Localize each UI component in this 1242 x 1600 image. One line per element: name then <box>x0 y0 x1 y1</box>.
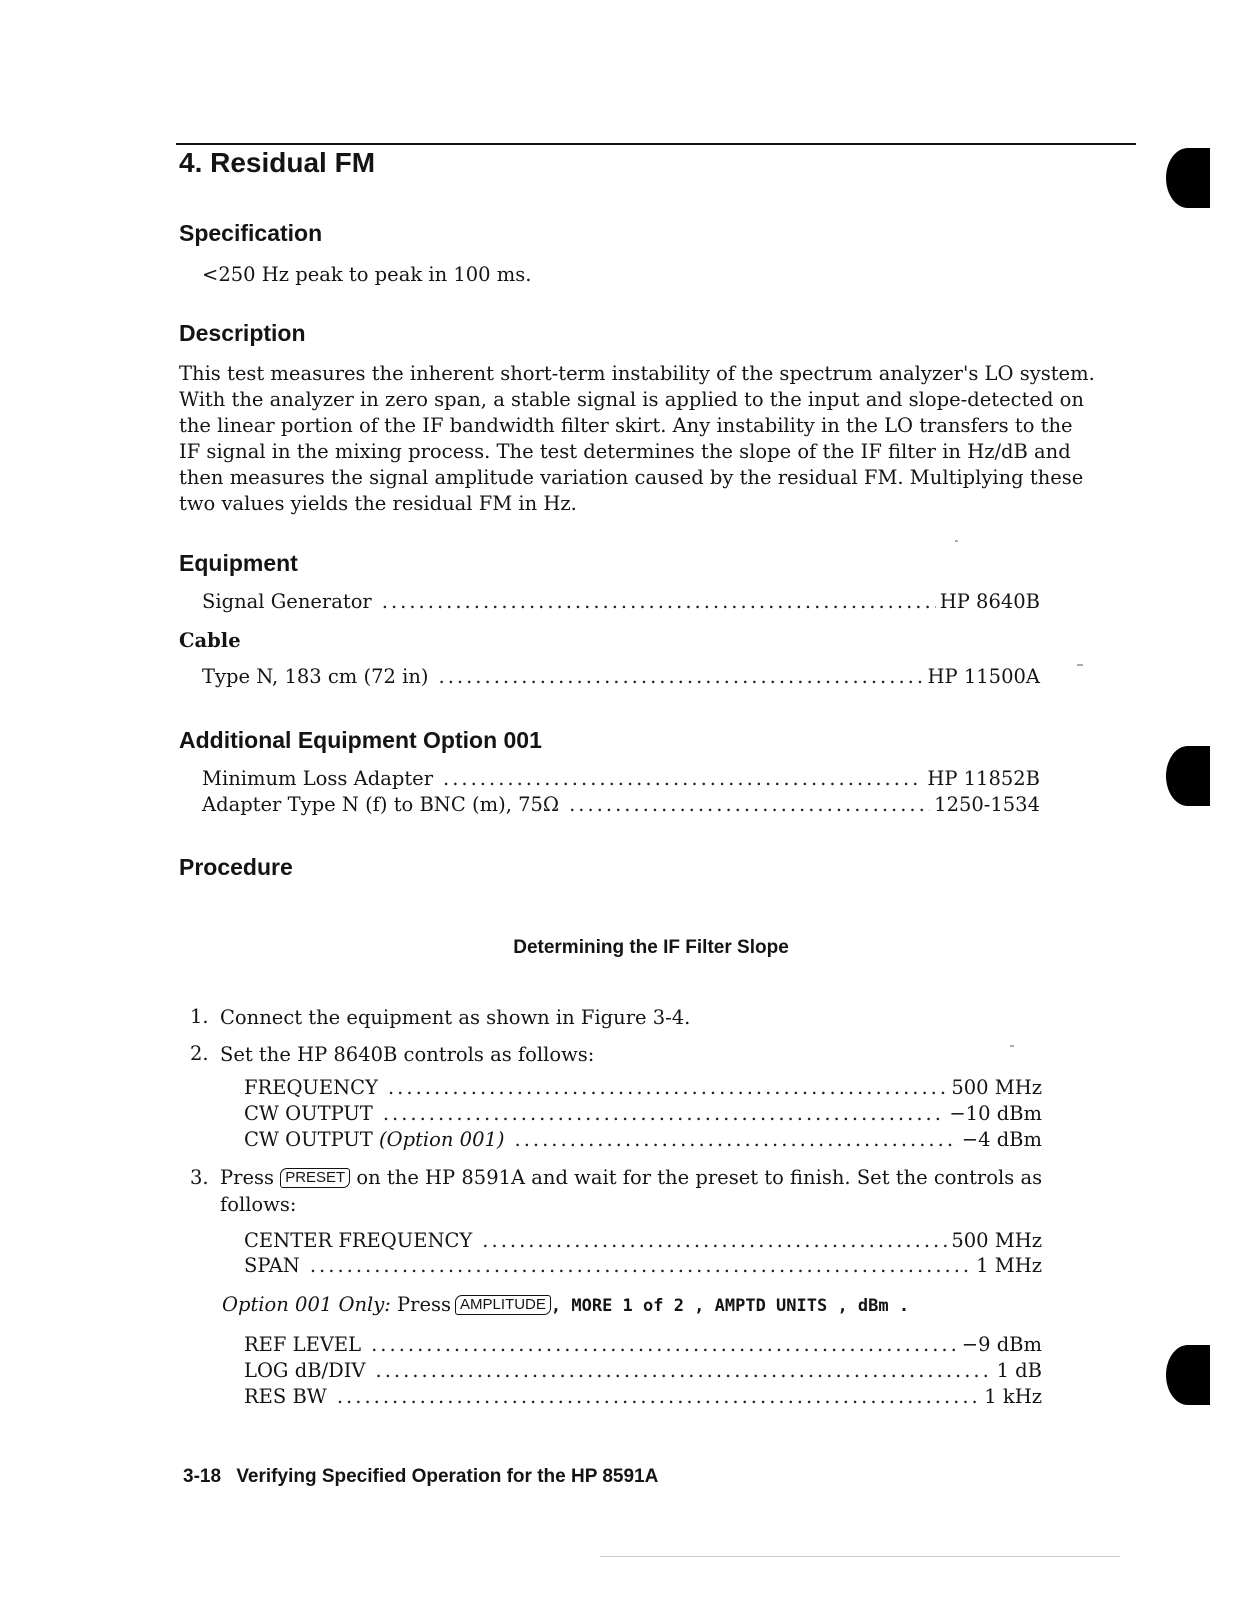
step-number: 2. <box>190 1042 209 1065</box>
press-word: Press <box>220 1166 274 1189</box>
softkey-sequence[interactable]: , MORE 1 of 2 , AMPTD UNITS , dBm . <box>550 1296 910 1316</box>
setting-label: RES BW <box>244 1385 327 1408</box>
setting-label: SPAN <box>244 1254 300 1277</box>
setting-label: CENTER FREQUENCY <box>244 1229 473 1252</box>
scan-speck <box>600 1556 1120 1557</box>
setting-label: CW OUTPUT <box>244 1102 373 1125</box>
equipment-value: HP 11852B <box>927 767 1040 790</box>
setting-value: 500 MHz <box>951 1076 1042 1099</box>
amplitude-key[interactable]: AMPLITUDE <box>455 1295 551 1315</box>
setting-value: −4 dBm <box>961 1128 1042 1151</box>
description-line: This test measures the inherent short-term instability of the spectrum analyzer's LO system. <box>179 362 1095 385</box>
additional-row-adapter <box>202 767 1040 790</box>
setting-row <box>244 1076 1042 1099</box>
equipment-value: HP 8640B <box>939 590 1040 613</box>
equipment-label: Signal Generator <box>202 590 372 613</box>
setting-label: LOG dB/DIV <box>244 1359 366 1382</box>
setting-row <box>244 1229 1042 1252</box>
page-number: 3-18 <box>183 1466 222 1487</box>
procedure-subheading: Determining the IF Filter Slope <box>513 937 789 958</box>
description-paragraph <box>179 361 1109 517</box>
cable-heading: Cable <box>179 629 241 652</box>
setting-value: 1 MHz <box>976 1254 1042 1277</box>
description-line: then measures the signal amplitude variation caused by the residual FM. Multiplying these <box>179 466 1084 489</box>
thumb-tab-mark <box>1166 746 1210 806</box>
equipment-value: 1250-1534 <box>934 793 1040 816</box>
section-title: 4. Residual FM <box>179 147 376 178</box>
procedure-heading: Procedure <box>179 854 293 880</box>
equipment-row-signal-generator <box>202 590 1040 613</box>
setting-row <box>244 1254 1042 1277</box>
step-number: 1. <box>190 1005 209 1028</box>
description-line: the linear portion of the IF bandwidth filter skirt. Any instability in the LO transfers to the <box>179 414 1073 437</box>
setting-row <box>244 1359 1042 1382</box>
description-line: With the analyzer in zero span, a stable signal is applied to the input and slope-detected on <box>179 388 1084 411</box>
setting-value: −10 dBm <box>949 1102 1042 1125</box>
step-text: Connect the equipment as shown in Figure 3-4. <box>220 1006 691 1029</box>
footer-title: Verifying Specified Operation for the HP 8591A <box>236 1466 659 1487</box>
thumb-tab-mark <box>1166 148 1210 208</box>
setting-value: 1 dB <box>996 1359 1042 1382</box>
description-line: two values yields the residual FM in Hz. <box>179 492 577 515</box>
additional-row-bnc-adapter <box>202 793 1040 816</box>
description-heading: Description <box>179 320 306 346</box>
description-line: IF signal in the mixing process. The test determines the slope of the IF filter in Hz/dB and <box>179 440 1071 463</box>
equipment-value: HP 11500A <box>927 665 1040 688</box>
preset-key[interactable]: PRESET <box>280 1168 350 1188</box>
setting-row <box>244 1102 1042 1125</box>
additional-equipment-heading: Additional Equipment Option 001 <box>179 727 542 753</box>
leader-dots <box>443 767 923 790</box>
setting-label-main: CW OUTPUT <box>244 1128 373 1151</box>
equipment-row-cable <box>202 665 1040 688</box>
step-number: 3. <box>190 1166 209 1189</box>
step-text-after: on the HP 8591A and wait for the preset to finish. Set the controls as <box>356 1166 1043 1189</box>
press-word: Press <box>397 1293 452 1316</box>
scan-speck <box>1077 664 1083 666</box>
leader-dots <box>310 1254 972 1277</box>
setting-value: 1 kHz <box>984 1385 1042 1408</box>
setting-label-note: (Option 001) <box>379 1128 505 1151</box>
top-rule <box>176 143 1136 145</box>
setting-label: REF LEVEL <box>244 1333 362 1356</box>
leader-dots <box>376 1359 993 1382</box>
setting-label <box>244 1128 515 1151</box>
leader-dots <box>482 1229 947 1252</box>
leader-dots <box>337 1385 980 1408</box>
leader-dots <box>388 1076 947 1099</box>
equipment-heading: Equipment <box>179 550 298 576</box>
specification-heading: Specification <box>179 220 323 246</box>
setting-value: 500 MHz <box>951 1229 1042 1252</box>
setting-row <box>244 1385 1042 1408</box>
leader-dots <box>382 590 936 613</box>
option-001-line <box>222 1293 909 1316</box>
step-text <box>220 1164 1090 1218</box>
equipment-label: Adapter Type N (f) to BNC (m), 75Ω <box>202 793 560 816</box>
setting-row <box>244 1128 1042 1151</box>
setting-label: FREQUENCY <box>244 1076 378 1099</box>
equipment-label: Type N, 183 cm (72 in) <box>202 665 429 688</box>
page-footer <box>183 1466 658 1488</box>
step-text: Set the HP 8640B controls as follows: <box>220 1043 595 1066</box>
leader-dots <box>371 1333 958 1356</box>
setting-row <box>244 1333 1042 1356</box>
scan-speck <box>955 540 958 542</box>
leader-dots <box>569 793 930 816</box>
specification-text: <250 Hz peak to peak in 100 ms. <box>202 263 532 286</box>
setting-value: −9 dBm <box>961 1333 1042 1356</box>
option-prefix: Option 001 Only: <box>222 1293 391 1316</box>
thumb-tab-mark <box>1166 1345 1210 1405</box>
step-text-line2: follows: <box>220 1193 297 1216</box>
scan-speck <box>1010 1045 1014 1047</box>
equipment-label: Minimum Loss Adapter <box>202 767 434 790</box>
leader-dots <box>383 1102 946 1125</box>
leader-dots <box>515 1128 958 1151</box>
leader-dots <box>439 665 924 688</box>
